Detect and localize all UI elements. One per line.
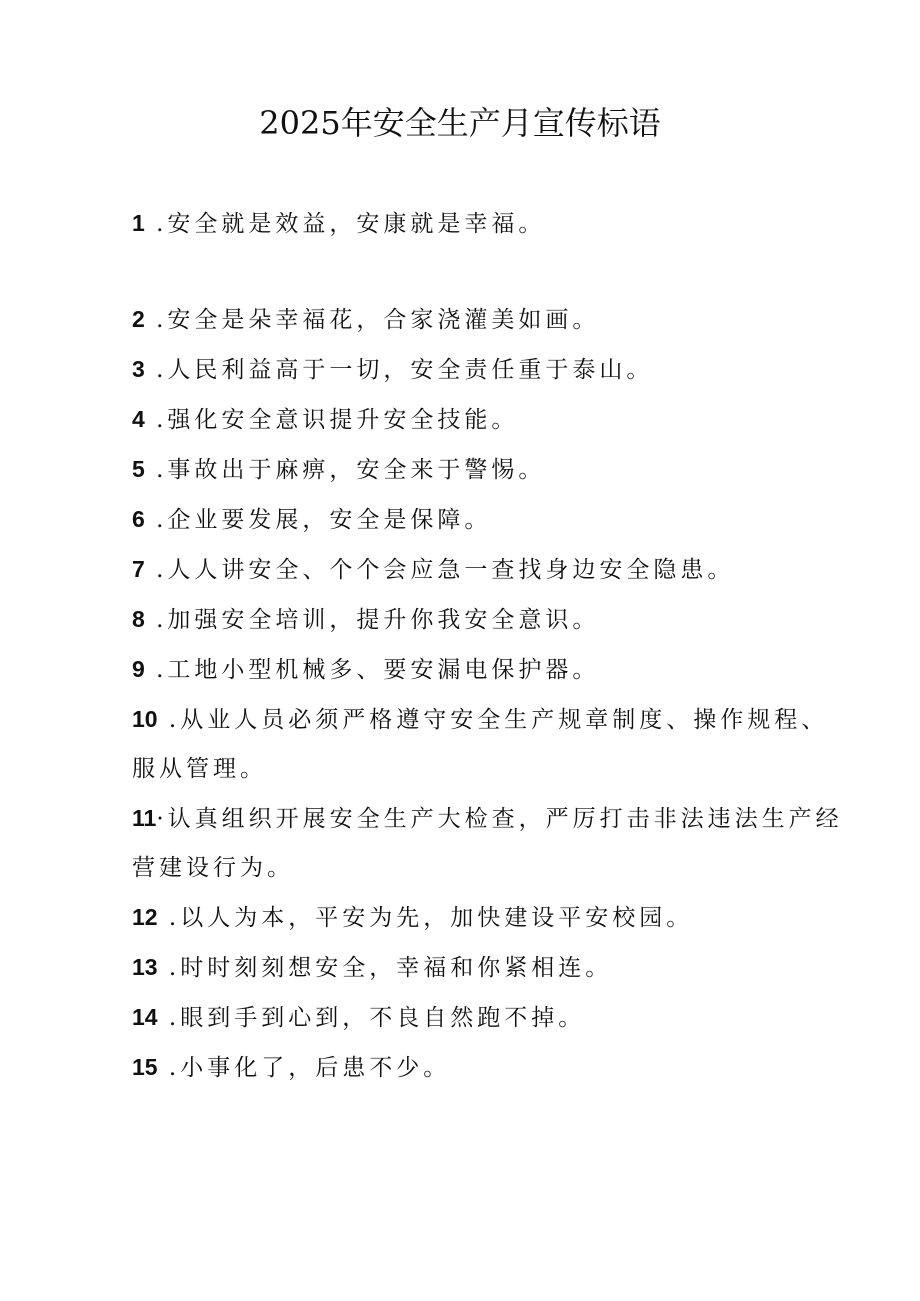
item-number: 14: [132, 1004, 158, 1030]
slogan-list: [132, 200, 843, 1093]
item-number: 11: [132, 805, 157, 831]
item-text: 人民利益高于一切，安全责任重于泰山。: [167, 357, 654, 383]
page-title: 2025年安全生产月宣传标语: [259, 104, 661, 142]
item-text-continuation: 营建设行为。: [132, 855, 294, 881]
list-item: [132, 645, 792, 695]
list-item: [132, 893, 792, 943]
item-separator: .: [144, 557, 168, 583]
item-text: 安全就是效益，安康就是幸福。: [167, 211, 546, 237]
item-text: 加强安全培训，提升你我安全意识。: [167, 607, 600, 633]
list-item: [132, 993, 792, 1043]
item-separator: .: [144, 657, 168, 683]
item-number: 15: [132, 1054, 158, 1080]
item-text: 以人为本，平安为先，加快建设平安校园。: [180, 905, 694, 931]
item-text: 眼到手到心到，不良自然跑不掉。: [180, 1005, 586, 1031]
item-number: 5: [132, 456, 145, 482]
item-separator: .: [157, 905, 181, 931]
item-separator: .: [157, 1005, 181, 1031]
item-separator: .: [144, 407, 168, 433]
item-number: 1: [132, 210, 145, 236]
item-number: 8: [132, 606, 145, 632]
item-separator: .: [144, 307, 168, 333]
item-text: 人人讲安全、个个会应急一查找身边安全隐患。: [167, 557, 735, 583]
item-text: 小事化了，后患不少。: [180, 1055, 451, 1081]
item-text: 事故出于麻痹，安全来于警惕。: [167, 457, 546, 483]
item-number: 10: [132, 706, 158, 732]
item-text-continuation: 服从管理。: [132, 756, 267, 782]
list-item: [132, 794, 843, 893]
item-text: 安全是朵幸福花，合家浇灌美如画。: [167, 307, 600, 333]
list-item: [132, 943, 792, 993]
item-separator: .: [157, 1055, 181, 1081]
item-number: 7: [132, 556, 145, 582]
list-item: [132, 345, 792, 395]
list-item: [132, 1043, 792, 1093]
item-separator: .: [144, 607, 168, 633]
list-item: [132, 545, 792, 595]
list-item: [132, 200, 792, 247]
list-item: [132, 495, 792, 545]
item-text: 认真组织开展安全生产大检查，严厉打击非法违法生产经: [167, 806, 843, 832]
item-text: 从业人员必须严格遵守安全生产规章制度、操作规程、: [180, 707, 829, 733]
list-item: [132, 295, 792, 345]
list-item: [132, 395, 792, 445]
item-number: 9: [132, 656, 145, 682]
item-text: 企业要发展，安全是保障。: [167, 507, 492, 533]
list-item: [132, 445, 792, 495]
item-separator: .: [144, 507, 168, 533]
item-separator: .: [144, 457, 168, 483]
item-separator: .: [157, 955, 181, 981]
item-number: 4: [132, 406, 145, 432]
item-number: 13: [132, 954, 158, 980]
item-separator: .: [144, 357, 168, 383]
item-text: 工地小型机械多、要安漏电保护器。: [167, 657, 600, 683]
item-separator: .: [144, 211, 168, 237]
item-text: 强化安全意识提升安全技能。: [167, 407, 519, 433]
item-number: 6: [132, 506, 145, 532]
item-separator: .: [157, 707, 181, 733]
list-item: [132, 695, 829, 794]
item-number: 3: [132, 356, 145, 382]
item-separator: ·: [156, 806, 168, 832]
item-number: 12: [132, 904, 158, 930]
item-number: 2: [132, 306, 145, 332]
list-item: [132, 595, 792, 645]
item-text: 时时刻刻想安全，幸福和你紧相连。: [180, 955, 613, 981]
